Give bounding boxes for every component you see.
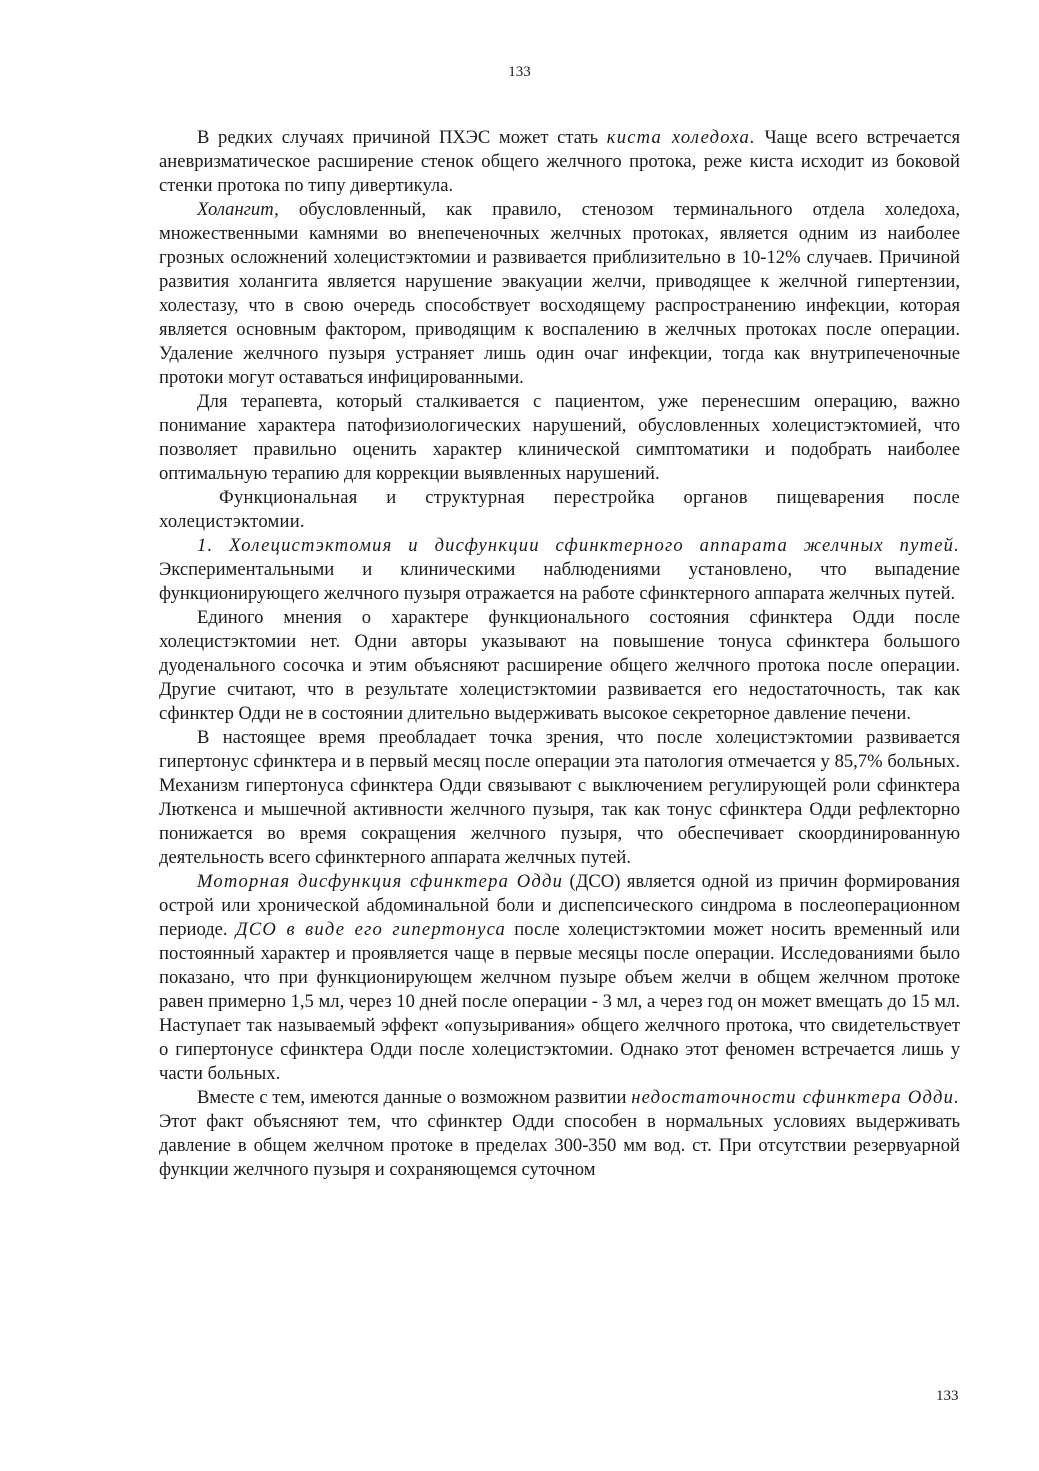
paragraph-cholangitis (159, 198, 960, 390)
italic-term: ДСО в виде его гипертонуса (235, 919, 507, 940)
paragraph-oddi-opinion: Единого мнения о характере функционального состояния сфинктера Одди после холецистэктомии нет. Одни авторы указывают на повышение тонуса сфинктера большого дуоденального сосочка и этим объясняют расширение общего желчного протока после операции. Другие считают, что в результате холецистэктомии развивается его недостаточность, так как сфинктер Одди не в состоянии длительно выдерживать высокое секреторное давление печени. (159, 607, 960, 724)
paragraph-motor-dysfunction (159, 870, 960, 1086)
paragraph-choledochal-cyst (159, 126, 960, 198)
italic-term: киста холедоха. (606, 127, 756, 148)
page-number-top: 133 (508, 64, 531, 80)
paragraph-sphincter-dysfunction (159, 534, 960, 606)
paragraph-insufficiency (159, 1086, 960, 1182)
paragraph-therapist: Для терапевта, который сталкивается с пациентом, уже перенесшим операцию, важно понимание характера патофизиологических нарушений, обусловленных холецистэктомией, что позволяет правильно оценить характер клинической симптоматики и подобрать наиболее оптимальную терапию для коррекции выявленных нарушений. (159, 391, 960, 484)
section-heading: Функциональная и структурная перестройка органов пищеварения после холецистэктомии. (159, 487, 960, 532)
italic-term: Моторная дисфункция сфинктера Одди (197, 871, 564, 892)
text-run: Экспериментальными и клиническими наблюдениями установлено, что выпадение функционирующего желчного пузыря отражается на работе сфинктерного аппарата желчных путей. (159, 559, 960, 604)
text-run: после холецистэктомии может носить временный или постоянный характер и проявляется чаще в первые месяцы после операции. Исследованиями было показано, что при функционирующем желчном пузыре объем желчи в общем желчном протоке равен примерно 1,5 мл, через 10 дней после операции - 3 мл, а через год он может вмещать до 15 мл. Наступает так называемый эффект «опузыривания» общего желчного протока, что свидетельствует о гипертонусе сфинктера Одди после холецистэктомии. Однако этот феномен встречается лишь у части больных. (159, 919, 960, 1084)
text-run: Этот факт объясняют тем, что сфинктер Одди способен в нормальных условиях выдерживать давление в общем желчном протоке в пределах 300-350 мм вод. ст. При отсутствии резервуарной функции желчного пузыря и сохраняющемся суточном (159, 1111, 960, 1180)
text-run: Вместе с тем, имеются данные о возможном развитии (197, 1087, 632, 1108)
paragraph-hypertonus: В настоящее время преобладает точка зрения, что после холецистэктомии развивается гипертонус сфинктера и в первый месяц после операции эта патология отмечается у 85,7% больных. Механизм гипертонуса сфинктера Одди связывают с выключением регулирующей роли сфинктера Люткенса и мышечной активности желчного пузыря, так как тонус сфинктера Одди рефлекторно понижается во время сокращения желчного пузыря, что обеспечивает скоординированную деятельность всего сфинктерного аппарата желчных путей. (159, 727, 960, 868)
page-number-bottom: 133 (936, 1388, 959, 1404)
text-run: обусловленный, как правило, стенозом терминального отдела холедоха, множественными камнями во внепеченочных желчных протоках, является одним из наиболее грозных осложнений холецистэктомии и развивается приблизительно в 10-12% случаев. Причиной развития холангита является нарушение эвакуации желчи, приводящее к желчной гипертензии, холестазу, что в свою очередь способствует восходящему распространению инфекции, которая является основным фактором, приводящим к воспалению в желчных протоках после операции. Удаление желчного пузыря устраняет лишь один очаг инфекции, тогда как внутрипеченочные протоки могут оставаться инфицированными. (159, 199, 960, 388)
italic-term: недостаточности сфинктера Одди. (631, 1087, 961, 1108)
italic-subheading: 1. Холецистэктомия и дисфункции сфинктерного аппарата желчных путей. (197, 535, 960, 556)
text-run: (ДСО) является одной из причин формирования острой или хронической абдоминальной боли и диспепсического синдрома в послеоперационном периоде. (159, 871, 960, 940)
text-run: В редких случаях причиной ПХЭС может стать (197, 127, 607, 148)
page-body (159, 126, 960, 1182)
text-run: Чаще всего встречается аневризматическое расширение стенок общего желчного протока, реже киста исходит из боковой стенки протока по типу дивертикула. (159, 127, 961, 196)
italic-term: Холангит, (197, 199, 279, 220)
